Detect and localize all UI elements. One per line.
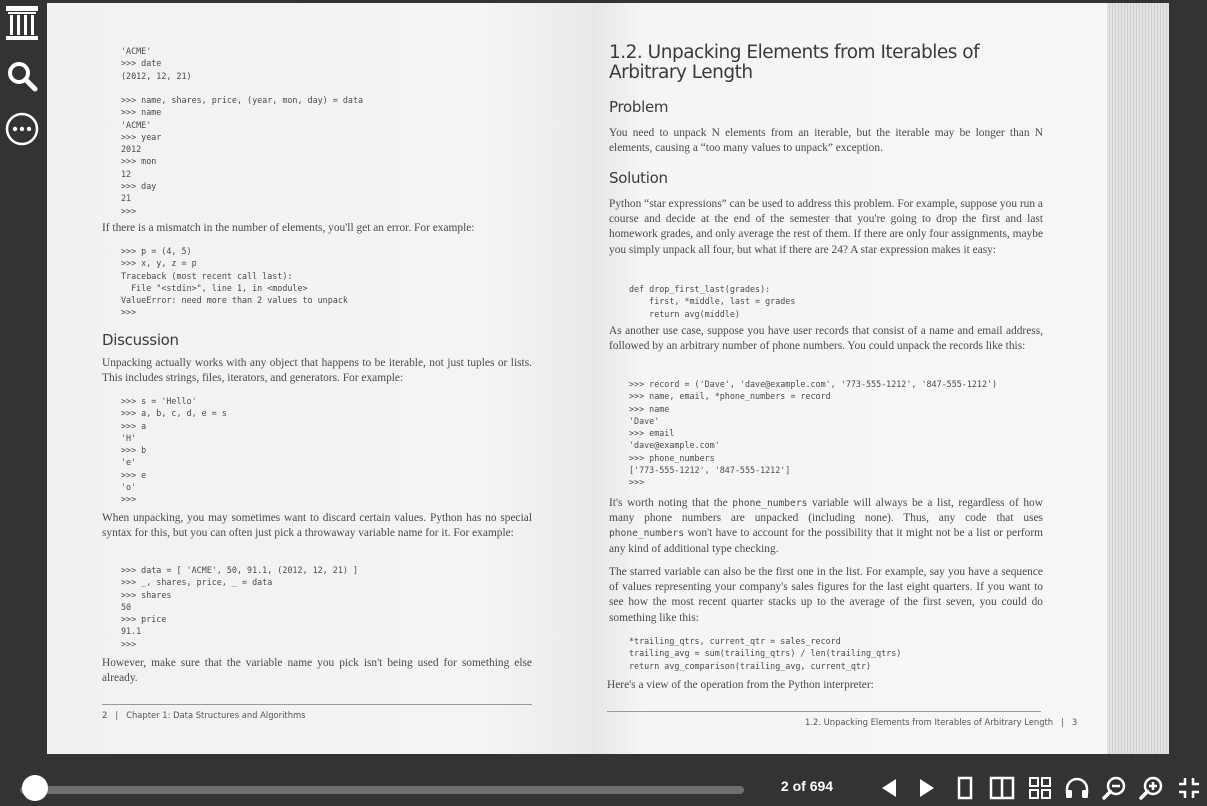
- section-heading-problem: Problem: [609, 98, 669, 116]
- code-block: >>> record = ('Dave', 'dave@example.com', '773-555-1212', '847-555-1212') >>> name, email, *phone_numbers = record >>> name 'Dave' >>> email 'dave@example.com' >>> phone_numbers ['773-555-1212', '847-555-1212'] >>>: [629, 379, 998, 488]
- thumbnail-view-icon[interactable]: [1026, 774, 1054, 802]
- paragraph: [609, 496, 1043, 557]
- paragraph: Here's a view of the operation from the Python interpreter:: [607, 679, 874, 691]
- paragraph: Unpacking actually works with any object that happens to be iterable, not just tuples or lists. This includes strings, files, iterators, and generators. For example:: [102, 357, 532, 385]
- one-page-view-icon[interactable]: [951, 774, 979, 802]
- code-block: >>> name, shares, price, (year, mon, day) = data >>> name 'ACME' >>> year 2012 >>> mon 12 >>> day 21 >>>: [121, 95, 364, 216]
- zoom-in-icon[interactable]: [1138, 774, 1166, 802]
- inline-code: phone_numbers: [609, 528, 685, 540]
- text-run: variable will always be a list, regardless of how many phone numbers are unpacked (including none). Thus, any code that uses: [609, 497, 1043, 525]
- archive-logo-icon[interactable]: [2, 3, 42, 43]
- paragraph: You need to unpack N elements from an iterable, but the iterable may be longer than N elements, causing a “too many values to unpack” exception.: [609, 127, 1043, 155]
- section-heading-discussion: Discussion: [102, 331, 179, 349]
- inline-code: phone_numbers: [732, 498, 808, 509]
- footer-rule: [607, 711, 1041, 712]
- page-footer: 1.2. Unpacking Elements from Iterables of Arbitrary Length | 3: [805, 717, 1078, 727]
- left-page[interactable]: [47, 3, 592, 754]
- next-page-icon[interactable]: [913, 774, 941, 802]
- section-heading-solution: Solution: [609, 169, 668, 187]
- page-slider-track[interactable]: [20, 786, 744, 794]
- page-edges: [1107, 3, 1169, 754]
- paragraph: Python “star expressions” can be used to address this problem. For example, suppose you run a course and decide at the end of the semester that you're going to drop the first and last homework grades, and only average the rest of them. If there are only four assignments, maybe you simply unpack all four, but what if there are 24? A star expression makes it easy:: [609, 198, 1043, 256]
- code-block: *trailing_qtrs, current_qtr = sales_record trailing_avg = sum(trailing_qtrs) / len(trailing_qtrs) return avg_comparison(trailing_avg, current_qtr): [629, 636, 902, 671]
- code-block: >>> data = [ 'ACME', 50, 91.1, (2012, 12, 21) ] >>> _, shares, price, _ = data >>> shares 50 >>> price 91.1 >>>: [121, 565, 358, 649]
- paragraph: The starred variable can also be the first one in the list. For example, say you have a sequence of values representing your company's sales figures for the last eight quarters. If you want to see how the most recent quarter stacks up to the average of the first seven, you could do something like this:: [609, 566, 1043, 624]
- two-page-view-icon[interactable]: [988, 774, 1016, 802]
- paragraph: If there is a mismatch in the number of elements, you'll get an error. For example:: [102, 222, 475, 234]
- paragraph: When unpacking, you may sometimes want to discard certain values. Python has no special syntax for this, but you can often just pick a throwaway variable name for it. For example:: [102, 512, 532, 540]
- page-footer: 2 | Chapter 1: Data Structures and Algorithms: [102, 710, 306, 720]
- zoom-out-icon[interactable]: [1101, 774, 1129, 802]
- paragraph: However, make sure that the variable name you pick isn't being used for something else already.: [102, 657, 532, 685]
- code-block: 'ACME' >>> date (2012, 12, 21): [121, 46, 192, 81]
- code-block: >>> p = (4, 5) >>> x, y, z = p Traceback (most recent call last): File "<stdin>", line 1, in <module> ValueError: need more than 2 values to unpack >>>: [121, 246, 348, 318]
- page-counter: 2 of 694: [780, 778, 834, 794]
- bottom-toolbar: [0, 766, 1207, 806]
- code-block: def drop_first_last(grades): first, *middle, last = grades return avg(middle): [629, 284, 796, 319]
- previous-page-icon[interactable]: [875, 774, 903, 802]
- paragraph: As another use case, suppose you have user records that consist of a name and email address, followed by an arbitrary number of phone numbers. You could unpack the records like this:: [609, 325, 1043, 353]
- page-title: 1.2. Unpacking Elements from Iterables of Arbitrary Length: [609, 42, 980, 83]
- page-slider-handle[interactable]: [22, 775, 48, 801]
- code-block: >>> s = 'Hello' >>> a, b, c, d, e = s >>> a 'H' >>> b 'e' >>> e 'o' >>>: [121, 396, 227, 505]
- right-page[interactable]: [592, 3, 1107, 754]
- read-aloud-icon[interactable]: [1063, 774, 1091, 802]
- book-spread: [47, 3, 1169, 754]
- exit-fullscreen-icon[interactable]: [1175, 774, 1203, 802]
- text-run: won't have to account for the possibility that it might not be a list or perform any kind of additional type checking.: [609, 527, 1043, 555]
- search-icon[interactable]: [2, 56, 42, 96]
- text-run: It's worth noting that the: [609, 497, 733, 509]
- footer-rule: [102, 704, 532, 705]
- more-options-icon[interactable]: [2, 109, 42, 149]
- sidebar: [0, 0, 44, 160]
